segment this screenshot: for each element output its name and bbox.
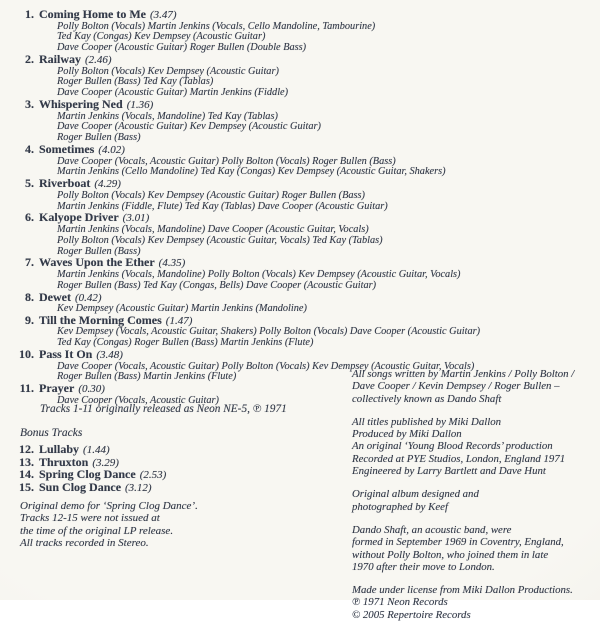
track-title: Riverboat	[39, 176, 91, 191]
track-title: Kalyope Driver	[39, 210, 119, 225]
track-title: Waves Upon the Ether	[39, 255, 155, 270]
track-credit: Polly Bolton (Vocals) Kev Dempsey (Acoustic Guitar, Vocals) Ted Kay (Tablas)	[57, 234, 383, 246]
track-item	[0, 289, 600, 315]
track-item	[0, 257, 600, 291]
track-credit: Roger Bullen (Bass)	[57, 132, 141, 144]
track-title-line	[0, 96, 600, 112]
track-item	[0, 141, 600, 178]
credits-line: Engineered by Larry Bartlett and Dave Hunt	[352, 465, 546, 478]
bonus-heading: Bonus Tracks	[20, 427, 83, 439]
track-credit: Dave Cooper (Acoustic Guitar) Martin Jenkins (Fiddle)	[57, 87, 289, 99]
track-title-line	[0, 141, 600, 157]
track-list	[0, 9, 600, 407]
songwriters-paragraph	[352, 368, 597, 405]
credits-line: photographed by Keef	[352, 500, 448, 513]
track-time: (0.42)	[74, 291, 102, 304]
track-credit: Kev Dempsey (Acoustic Guitar) Martin Jenkins (Mandoline)	[57, 303, 307, 315]
track-title-line	[0, 178, 600, 191]
track-number: 6.	[25, 210, 34, 225]
track-item	[0, 9, 600, 54]
track-title: Whispering Ned	[39, 96, 123, 111]
credits-line: An original ‘Young Blood Records’ production	[352, 440, 553, 453]
track-time: (0.30)	[78, 383, 105, 396]
track-time: (3.47)	[149, 9, 177, 21]
track-credit: Roger Bullen (Bass) Ted Kay (Tablas)	[57, 76, 214, 88]
track-time: (1.36)	[126, 98, 154, 111]
track-number: 10.	[19, 347, 34, 362]
track-credit: Ted Kay (Congas) Kev Dempsey (Acoustic Guitar)	[57, 31, 266, 43]
credits-line: All songs written by Martin Jenkins / Polly Bolton /	[352, 368, 575, 380]
track-number: 14.	[19, 467, 34, 482]
phonogram-copyright-line: ℗ 1971 Neon Records	[352, 596, 448, 609]
track-number: 12.	[19, 442, 34, 456]
track-credit: Martin Jenkins (Vocals, Mandoline) Ted Kay (Tablas)	[57, 110, 278, 122]
track-credit: Dave Cooper (Vocals, Acoustic Guitar) Polly Bolton (Vocals) Roger Bullen (Bass)	[57, 155, 396, 167]
demo-note	[20, 500, 198, 550]
credits-line: formed in September 1969 in Coventry, England,	[352, 536, 564, 549]
credits-line: Recorded at PYE Studios, London, England 1971	[352, 452, 566, 465]
track-title: Dewet	[39, 289, 71, 304]
track-credit: Polly Bolton (Vocals) Martin Jenkins (Vocals, Cello Mandoline, Tambourine)	[57, 20, 376, 32]
track-time: (4.29)	[94, 178, 121, 191]
track-time: (3.29)	[92, 456, 119, 469]
track-credit: Dave Cooper (Acoustic Guitar) Roger Bullen (Double Bass)	[57, 42, 307, 54]
demo-note-line: the time of the original LP release.	[20, 524, 174, 537]
track-number: 2.	[25, 51, 34, 66]
production-paragraph	[352, 416, 597, 477]
credits-line: All titles published by Miki Dallon	[352, 415, 502, 428]
design-paragraph	[352, 488, 597, 513]
track-title: Spring Clog Dance	[39, 467, 136, 482]
track-credit: Polly Bolton (Vocals) Kev Dempsey (Acoustic Guitar)	[57, 65, 279, 77]
demo-note-line: Original demo for ‘Spring Clog Dance’.	[20, 500, 198, 512]
track-number: 1.	[25, 7, 34, 21]
credits-line: 1970 after their move to London.	[352, 560, 495, 573]
demo-note-line: All tracks recorded in Stereo.	[20, 537, 149, 550]
track-item	[0, 212, 600, 257]
track-number: 15.	[19, 480, 34, 495]
track-time: (2.46)	[85, 53, 112, 66]
track-title-line	[0, 51, 600, 67]
credits-column	[352, 368, 597, 632]
license-line: Made under license from Miki Dallon Productions.	[352, 584, 573, 597]
track-credit: Dave Cooper (Acoustic Guitar) Kev Dempsey (Acoustic Guitar)	[57, 121, 321, 133]
track-number: 4.	[25, 141, 34, 156]
track-item	[0, 96, 600, 144]
track-time: (3.48)	[96, 349, 123, 362]
track-credit: Martin Jenkins (Vocals, Mandoline) Polly Bolton (Vocals) Kev Dempsey (Acoustic Guitar, Vocals)	[57, 268, 461, 280]
track-credit: Dave Cooper (Vocals, Acoustic Guitar)	[57, 394, 219, 406]
copyright-line: © 2005 Repertoire Records	[352, 608, 471, 621]
credits-line: Dando Shaft, an acoustic band, were	[352, 523, 512, 536]
bonus-tracks-section	[0, 427, 166, 495]
track-title: Till the Morning Comes	[39, 312, 162, 327]
demo-note-line: Tracks 12-15 were not issued at	[20, 512, 160, 525]
track-item	[0, 178, 600, 212]
track-title: Railway	[39, 51, 81, 66]
credits-line: collectively known as Dando Shaft	[352, 392, 502, 405]
credits-line: Produced by Miki Dallon	[352, 428, 462, 441]
track-time: (2.53)	[139, 469, 167, 482]
track-credit: Roger Bullen (Bass) Ted Kay (Congas, Bells) Dave Cooper (Acoustic Guitar)	[57, 279, 377, 291]
track-credit: Ted Kay (Congas) Roger Bullen (Bass) Martin Jenkins (Flute)	[57, 337, 314, 349]
track-number: 7.	[25, 255, 34, 270]
track-number: 11.	[19, 381, 34, 396]
track-time: (1.44)	[83, 444, 110, 456]
release-note: Tracks 1-11 originally released as Neon NE-5, ℗ 1971	[40, 403, 287, 415]
track-title: Pass It On	[39, 347, 93, 362]
track-title: Sometimes	[39, 141, 95, 156]
track-title: Prayer	[39, 381, 75, 396]
track-title: Sun Clog Dance	[39, 480, 122, 495]
credits-line: Original album designed and	[352, 488, 479, 501]
track-time: (4.02)	[98, 143, 125, 156]
track-credit: Roger Bullen (Bass)	[57, 245, 141, 257]
track-credit: Martin Jenkins (Cello Mandoline) Ted Kay (Congas) Kev Dempsey (Acoustic Guitar, Shakers)	[57, 166, 446, 178]
track-title: Thruxton	[39, 454, 89, 469]
track-credit: Dave Cooper (Vocals, Acoustic Guitar) Polly Bolton (Vocals) Kev Dempsey (Acoustic Guitar, Vocals)	[57, 360, 475, 372]
track-item	[0, 51, 600, 99]
track-item	[0, 312, 600, 349]
track-credit: Roger Bullen (Bass) Martin Jenkins (Flute)	[57, 371, 237, 383]
track-number: 9.	[25, 312, 34, 327]
track-time: (3.01)	[122, 212, 150, 225]
track-number: 13.	[19, 454, 34, 469]
track-credit: Polly Bolton (Vocals) Kev Dempsey (Acoustic Guitar) Roger Bullen (Bass)	[57, 189, 365, 201]
track-credit: Kev Dempsey (Vocals, Acoustic Guitar, Shakers) Polly Bolton (Vocals) Dave Cooper (Acoustic Guitar)	[57, 326, 481, 338]
track-time: (4.35)	[158, 257, 186, 270]
track-title-line	[0, 9, 600, 22]
track-credit: Martin Jenkins (Vocals, Mandoline) Dave Cooper (Acoustic Guitar, Vocals)	[57, 223, 369, 235]
track-time: (3.12)	[125, 482, 152, 495]
band-history-paragraph	[352, 524, 597, 573]
track-title-line	[0, 349, 600, 362]
track-number: 5.	[25, 176, 34, 191]
track-time: (1.47)	[165, 314, 193, 327]
credits-line: without Polly Bolton, who joined them in late	[352, 548, 549, 561]
credits-line: Dave Cooper / Kevin Dempsey / Roger Bullen –	[352, 380, 560, 393]
bonus-track	[0, 482, 166, 495]
track-title: Coming Home to Me	[39, 7, 146, 21]
track-credit: Martin Jenkins (Fiddle, Flute) Ted Kay (Tablas) Dave Cooper (Acoustic Guitar)	[57, 200, 388, 212]
track-number: 3.	[25, 96, 34, 111]
copyright-paragraph	[352, 584, 597, 621]
track-number: 8.	[25, 289, 34, 304]
track-title: Lullaby	[39, 442, 80, 456]
